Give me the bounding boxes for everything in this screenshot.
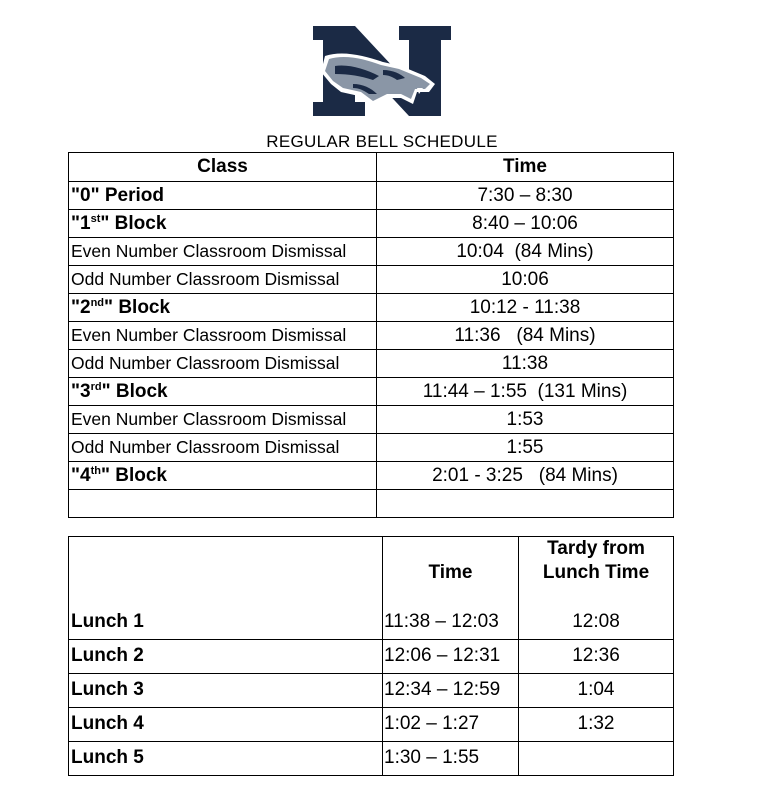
lunch-name-cell: Lunch 1 [69, 605, 383, 639]
tardy-time-cell: 1:32 [519, 707, 674, 741]
class-column-header: Class [69, 153, 377, 182]
lunch-name-cell: Lunch 4 [69, 707, 383, 741]
table-row [69, 350, 674, 378]
spacer-row [69, 587, 674, 605]
class-label: Odd Number Classroom Dismissal [71, 269, 340, 289]
class-label: Odd Number Classroom Dismissal [71, 437, 340, 457]
class-label: "0" Period [71, 184, 164, 206]
class-cell [69, 182, 377, 210]
class-cell [69, 434, 377, 462]
class-cell [69, 490, 377, 518]
table-row [69, 741, 674, 775]
page-title: REGULAR BELL SCHEDULE [266, 132, 498, 151]
time-column-header: Time [377, 153, 674, 182]
class-label-suffix: " Block [101, 380, 168, 402]
time-cell: 8:40 – 10:06 [377, 210, 674, 238]
ordinal-suffix: rd [90, 380, 102, 393]
table-row [69, 605, 674, 639]
table-header-row [69, 537, 674, 588]
class-label-suffix: " Block [100, 212, 167, 234]
tardy-header-line1: Tardy from [547, 538, 645, 559]
tardy-time-cell: 12:36 [519, 639, 674, 673]
table-row [69, 406, 674, 434]
class-cell [69, 462, 377, 490]
school-logo [313, 26, 451, 116]
class-cell [69, 210, 377, 238]
lunch-time-cell: 1:02 – 1:27 [383, 707, 519, 741]
tardy-header-line2: Lunch Time [542, 562, 650, 583]
lunch-name-cell: Lunch 2 [69, 639, 383, 673]
class-cell [69, 350, 377, 378]
lunch-time-column-header: Time [383, 537, 519, 588]
table-row [69, 238, 674, 266]
lunch-name-column-header [69, 537, 383, 588]
time-cell: 11:36 (84 Mins) [377, 322, 674, 350]
table-row [69, 490, 674, 518]
tardy-column-header [519, 537, 674, 588]
lunch-time-cell: 12:34 – 12:59 [383, 673, 519, 707]
table-row [69, 462, 674, 490]
time-cell: 1:55 [377, 434, 674, 462]
ordinal-suffix: st [90, 212, 101, 225]
table-row [69, 322, 674, 350]
time-cell: 10:04 (84 Mins) [377, 238, 674, 266]
table-header-row [69, 153, 674, 182]
tardy-time-cell: 1:04 [519, 673, 674, 707]
class-label: Even Number Classroom Dismissal [71, 325, 347, 345]
class-label: Even Number Classroom Dismissal [71, 409, 347, 429]
time-cell: 11:38 [377, 350, 674, 378]
table-row [69, 707, 674, 741]
lunch-time-cell: 1:30 – 1:55 [383, 741, 519, 775]
class-cell [69, 406, 377, 434]
lunch-schedule-table [68, 536, 674, 776]
time-cell [377, 490, 674, 518]
table-row [69, 182, 674, 210]
class-label: Odd Number Classroom Dismissal [71, 353, 340, 373]
table-row [69, 378, 674, 406]
class-label: "3 [71, 380, 91, 402]
class-cell [69, 238, 377, 266]
class-label: "2 [71, 296, 91, 318]
lunch-name-cell: Lunch 3 [69, 673, 383, 707]
class-label: "1 [71, 212, 91, 234]
class-cell [69, 378, 377, 406]
time-cell: 1:53 [377, 406, 674, 434]
class-cell [69, 266, 377, 294]
lunch-name-cell: Lunch 5 [69, 741, 383, 775]
table-row [69, 266, 674, 294]
ordinal-suffix: th [90, 464, 101, 477]
time-cell: 10:06 [377, 266, 674, 294]
class-cell [69, 294, 377, 322]
time-cell: 10:12 - 11:38 [377, 294, 674, 322]
table-row [69, 434, 674, 462]
class-label: Even Number Classroom Dismissal [71, 241, 347, 261]
time-cell: 7:30 – 8:30 [377, 182, 674, 210]
table-row [69, 639, 674, 673]
table-row [69, 294, 674, 322]
time-cell: 2:01 - 3:25 (84 Mins) [377, 462, 674, 490]
class-label-suffix: " Block [104, 296, 171, 318]
lunch-time-cell: 12:06 – 12:31 [383, 639, 519, 673]
tardy-time-cell: 12:08 [519, 605, 674, 639]
table-row [69, 210, 674, 238]
class-label: "4 [71, 464, 91, 486]
class-label-suffix: " Block [100, 464, 167, 486]
table-row [69, 673, 674, 707]
bell-schedule-table [68, 152, 674, 518]
lunch-time-cell: 11:38 – 12:03 [383, 605, 519, 639]
time-cell: 11:44 – 1:55 (131 Mins) [377, 378, 674, 406]
tardy-time-cell [519, 741, 674, 775]
class-cell [69, 322, 377, 350]
ordinal-suffix: nd [90, 296, 105, 309]
